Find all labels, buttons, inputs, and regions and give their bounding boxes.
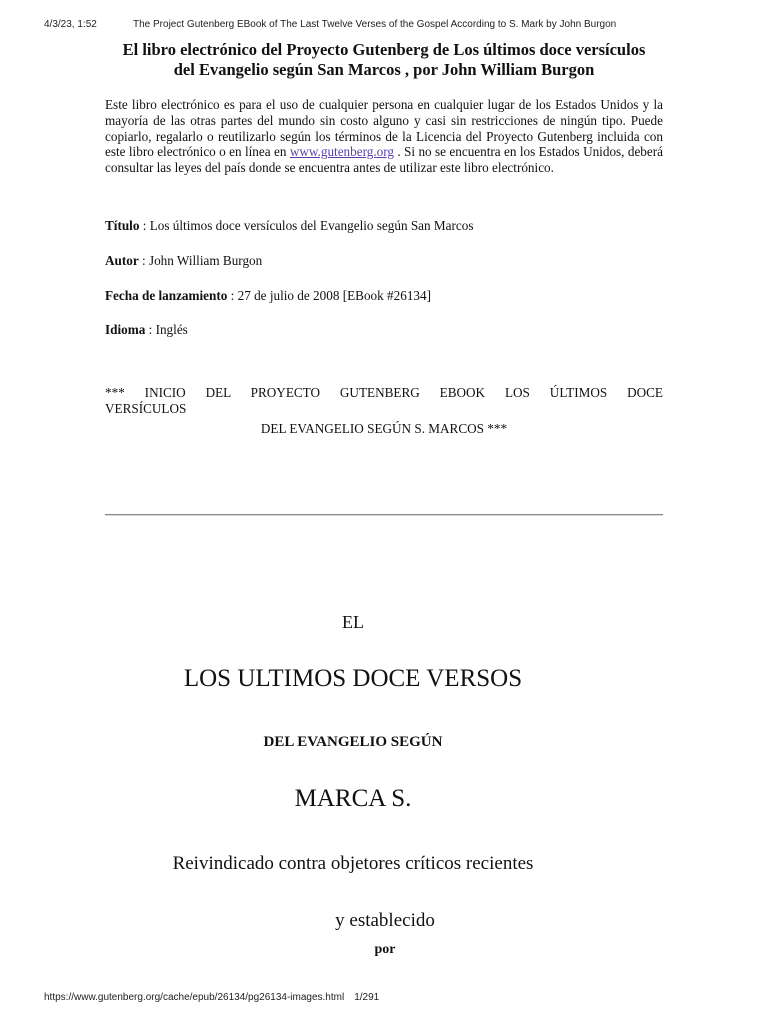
start-marker-line-1: *** INICIO DEL PROYECTO GUTENBERG EBOOK LOS ÚLTIMOS DOCE [105, 385, 663, 400]
meta-autor-label: Autor [105, 253, 139, 268]
gutenberg-link[interactable]: www.gutenberg.org [289, 144, 394, 160]
cover-reivindicado: Reivindicado contra objetores críticos recientes [172, 853, 534, 874]
page-number: 1/291 [354, 992, 380, 1003]
meta-idioma [105, 322, 188, 338]
section-divider [105, 514, 663, 516]
license-text-end: . Si no se encuentra en los Estados Unidos, deberá consultar las leyes del país donde se encuentra antes de utilizar este libro electrónico. [105, 144, 663, 176]
start-marker-line-3: DEL EVANGELIO SEGÚN S. MARCOS *** [260, 421, 508, 436]
page-title [105, 40, 663, 80]
title-line-1: El libro electrónico del Proyecto Gutenberg de Los últimos doce versículos [122, 40, 646, 59]
title-line-2: del Evangelio según San Marcos , por John William Burgon [173, 60, 595, 79]
meta-autor [105, 253, 262, 269]
cover-el: EL [342, 612, 364, 632]
meta-idioma-value: : Inglés [145, 322, 188, 337]
cover-del-evangelio: DEL EVANGELIO SEGÚN [263, 734, 443, 750]
meta-titulo-label: Título [105, 218, 140, 233]
meta-fecha-value: : 27 de julio de 2008 [EBook #26134] [227, 288, 431, 303]
license-paragraph [105, 97, 663, 176]
meta-idioma-label: Idioma [105, 322, 146, 337]
meta-autor-value: : John William Burgon [138, 253, 263, 268]
cover-marca: MARCA S. [294, 785, 412, 812]
print-date: 4/3/23, 1:52 [44, 19, 97, 30]
cover-por: por [374, 942, 396, 957]
meta-titulo [105, 218, 473, 234]
document-content [105, 40, 663, 436]
print-doc-title: The Project Gutenberg EBook of The Last Twelve Verses of the Gospel According to S. Mark by John Burgon [133, 19, 617, 30]
print-url: https://www.gutenberg.org/cache/epub/26134/pg26134-images.html [44, 992, 345, 1003]
license-text-start: Este libro electrónico es para el uso de cualquier persona en cualquier lugar de los Estados Unidos y la mayoría de las otras partes del mundo sin costo alguno y casi sin restricciones de ningún tipo. Puede copiarlo, regalarlo o reutilizarlo según los términos de la Licencia del Proyecto Gutenberg incluida con este libro electrónico o en línea en [105, 97, 663, 160]
ebook-start-marker [105, 385, 663, 437]
meta-fecha [105, 288, 431, 304]
meta-fecha-label: Fecha de lanzamiento [105, 288, 228, 303]
meta-titulo-value: : Los últimos doce versículos del Evangelio según San Marcos [139, 218, 474, 233]
cover-establecido: y establecido [335, 910, 435, 931]
start-marker-line-2: VERSÍCULOS [105, 401, 187, 416]
print-footer [44, 992, 379, 1003]
cover-title: LOS ULTIMOS DOCE VERSOS [183, 665, 523, 692]
